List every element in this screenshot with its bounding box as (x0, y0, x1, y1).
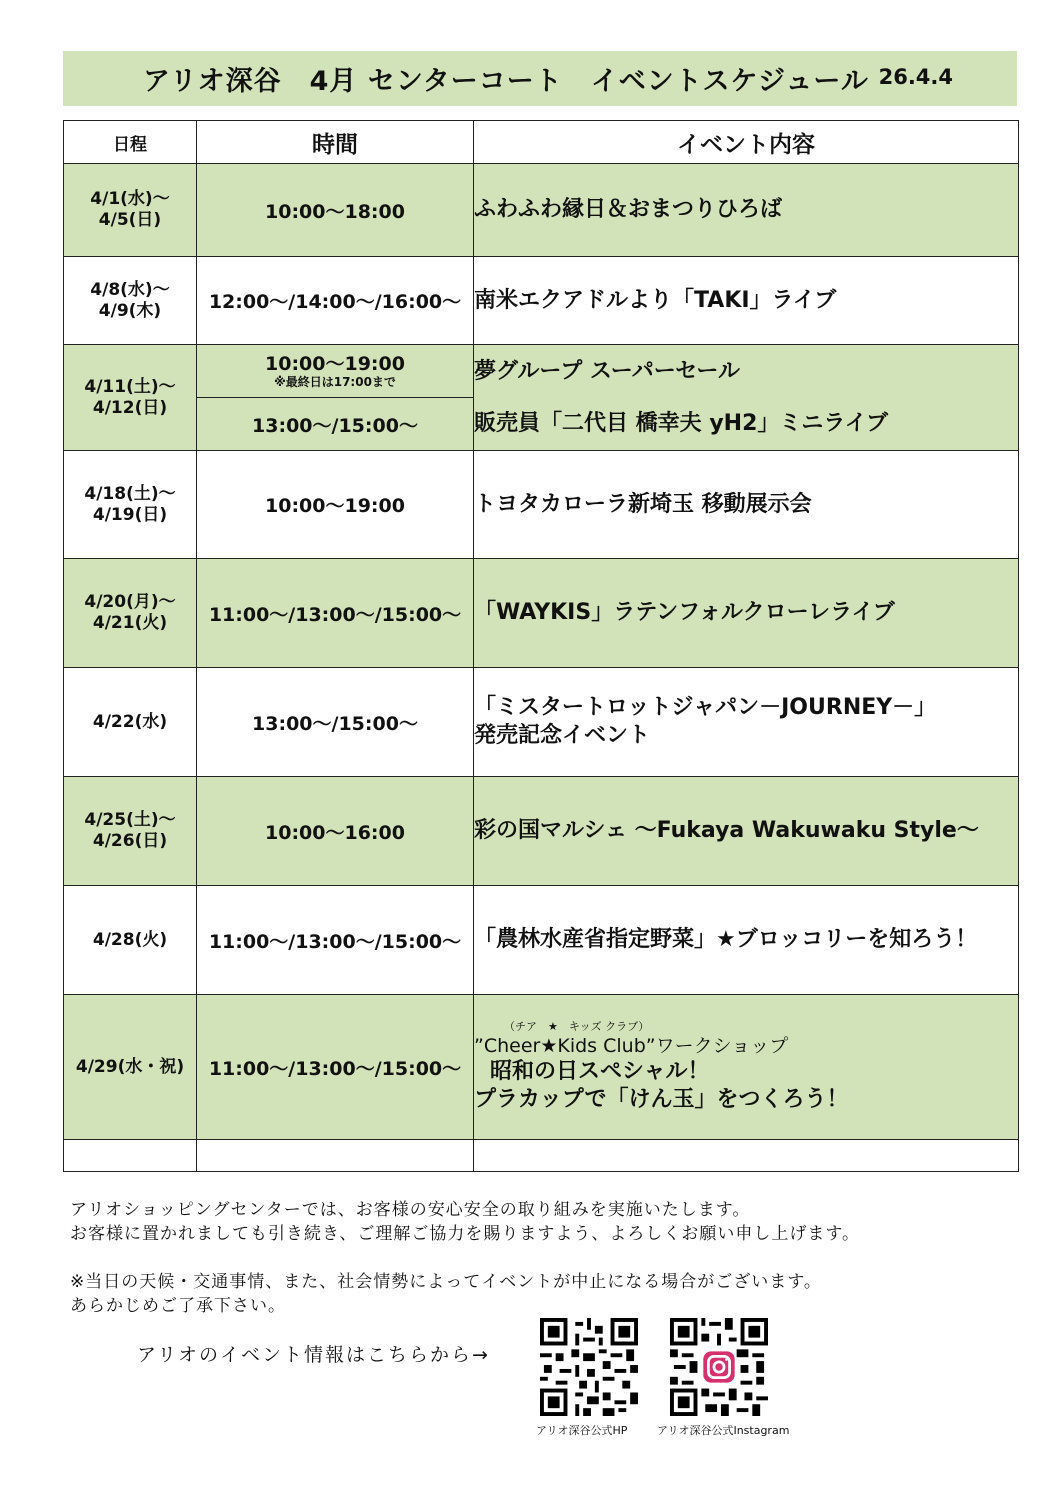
row-date: 4/25(土)～ 4/26(日) (64, 777, 197, 886)
table-row (64, 451, 1019, 559)
qr-intro-text: アリオのイベント情報はこちらから→ (137, 1344, 490, 1366)
title-bar (63, 51, 1017, 106)
schedule-table (63, 120, 1019, 1172)
col-header-event: イベント内容 (474, 121, 1019, 164)
row-time: 13:00～/15:00～ (197, 398, 474, 451)
row-time: 10:00～16:00 (197, 777, 474, 886)
row-date: 4/20(月)～ 4/21(火) (64, 559, 197, 668)
table-row (64, 777, 1019, 886)
row-time: 13:00～/15:00～ (197, 668, 474, 777)
row-time: 11:00～/13:00～/15:00～ (197, 886, 474, 995)
time-note: ※最終日は17:00まで (274, 375, 396, 389)
issue-date: 26.4.4 (878, 65, 953, 89)
table-row (64, 257, 1019, 345)
row-event: （チア ★ キッズ クラブ） ”Cheer★Kids Club”ワークショップ 昭和の日スペシャル！ プラカップで「けん玉」をつくろう！ (474, 995, 1019, 1140)
notice-line: ※当日の天候・交通事情、また、社会情勢によってイベントが中止になる場合がございます。 (70, 1272, 822, 1292)
notice-line: アリオショッピングセンターでは、お客様の安心安全の取り組みを実施いたします。 (70, 1200, 751, 1220)
page-title: アリオ深谷 4月 センターコート イベントスケジュール (143, 66, 869, 97)
notice-line: あらかじめご了承下さい。 (70, 1296, 286, 1316)
row-event: 「ミスタートロットジャパン－JOURNEY－」 発売記念イベント (474, 668, 1019, 777)
row-date: 4/18(土)～ 4/19(日) (64, 451, 197, 559)
row-time: 12:00～/14:00～/16:00～ (197, 257, 474, 345)
empty-cell (474, 1140, 1019, 1172)
row-date: 4/11(土)～ 4/12(日) (64, 345, 197, 451)
table-row (64, 164, 1019, 257)
row-event: トヨタカローラ新埼玉 移動展示会 (474, 451, 1019, 559)
row-date: 4/22(水) (64, 668, 197, 777)
col-header-date: 日程 (64, 121, 197, 164)
empty-cell (64, 1140, 197, 1172)
table-row (64, 1140, 1019, 1172)
table-row (64, 559, 1019, 668)
workshop-title: ”Cheer★Kids Club”ワークショップ (474, 1035, 789, 1057)
row-time: 10:00～19:00 (197, 451, 474, 559)
footer-notes (70, 1198, 1000, 1318)
qr-hp-label: アリオ深谷公式HP (536, 1424, 628, 1437)
row-event: 「WAYKIS」ラテンフォルクローレライブ (474, 559, 1019, 668)
row-event: 南米エクアドルより「TAKI」ライブ (474, 257, 1019, 345)
row-event: 夢グループ スーパーセール 販売員「二代目 橋幸夫 yH2」ミニライブ (474, 345, 1019, 451)
row-date: 4/8(水)～ 4/9(木) (64, 257, 197, 345)
table-row (64, 668, 1019, 777)
row-date: 4/28(火) (64, 886, 197, 995)
row-date: 4/29(水・祝) (64, 995, 197, 1140)
row-event: 彩の国マルシェ ～Fukaya Wakuwaku Style～ (474, 777, 1019, 886)
table-row (64, 886, 1019, 995)
row-time: 11:00～/13:00～/15:00～ (197, 995, 474, 1140)
notice-line: お客様に置かれましても引き続き、ご理解ご協力を賜りますよう、よろしくお願い申し上げます。 (70, 1224, 860, 1244)
table-header-row (64, 121, 1019, 164)
row-event: ふわふわ縁日＆おまつりひろば (474, 164, 1019, 257)
row-event: 「農林水産省指定野菜」★ブロッコリーを知ろう！ (474, 886, 1019, 995)
row-time: 11:00～/13:00～/15:00～ (197, 559, 474, 668)
qr-code-hp-icon[interactable] (540, 1318, 638, 1416)
qr-code-instagram-icon[interactable] (670, 1318, 768, 1416)
col-header-time: 時間 (197, 121, 474, 164)
empty-cell (197, 1140, 474, 1172)
row-time: 10:00～18:00 (197, 164, 474, 257)
row-date: 4/1(水)～ 4/5(日) (64, 164, 197, 257)
ruby-text: （チア ★ キッズ クラブ） (504, 1020, 650, 1033)
table-row (64, 345, 1019, 398)
row-time: 10:00～19:00 ※最終日は17:00まで (197, 345, 474, 398)
table-row (64, 995, 1019, 1140)
qr-instagram-label: アリオ深谷公式Instagram (657, 1424, 790, 1437)
